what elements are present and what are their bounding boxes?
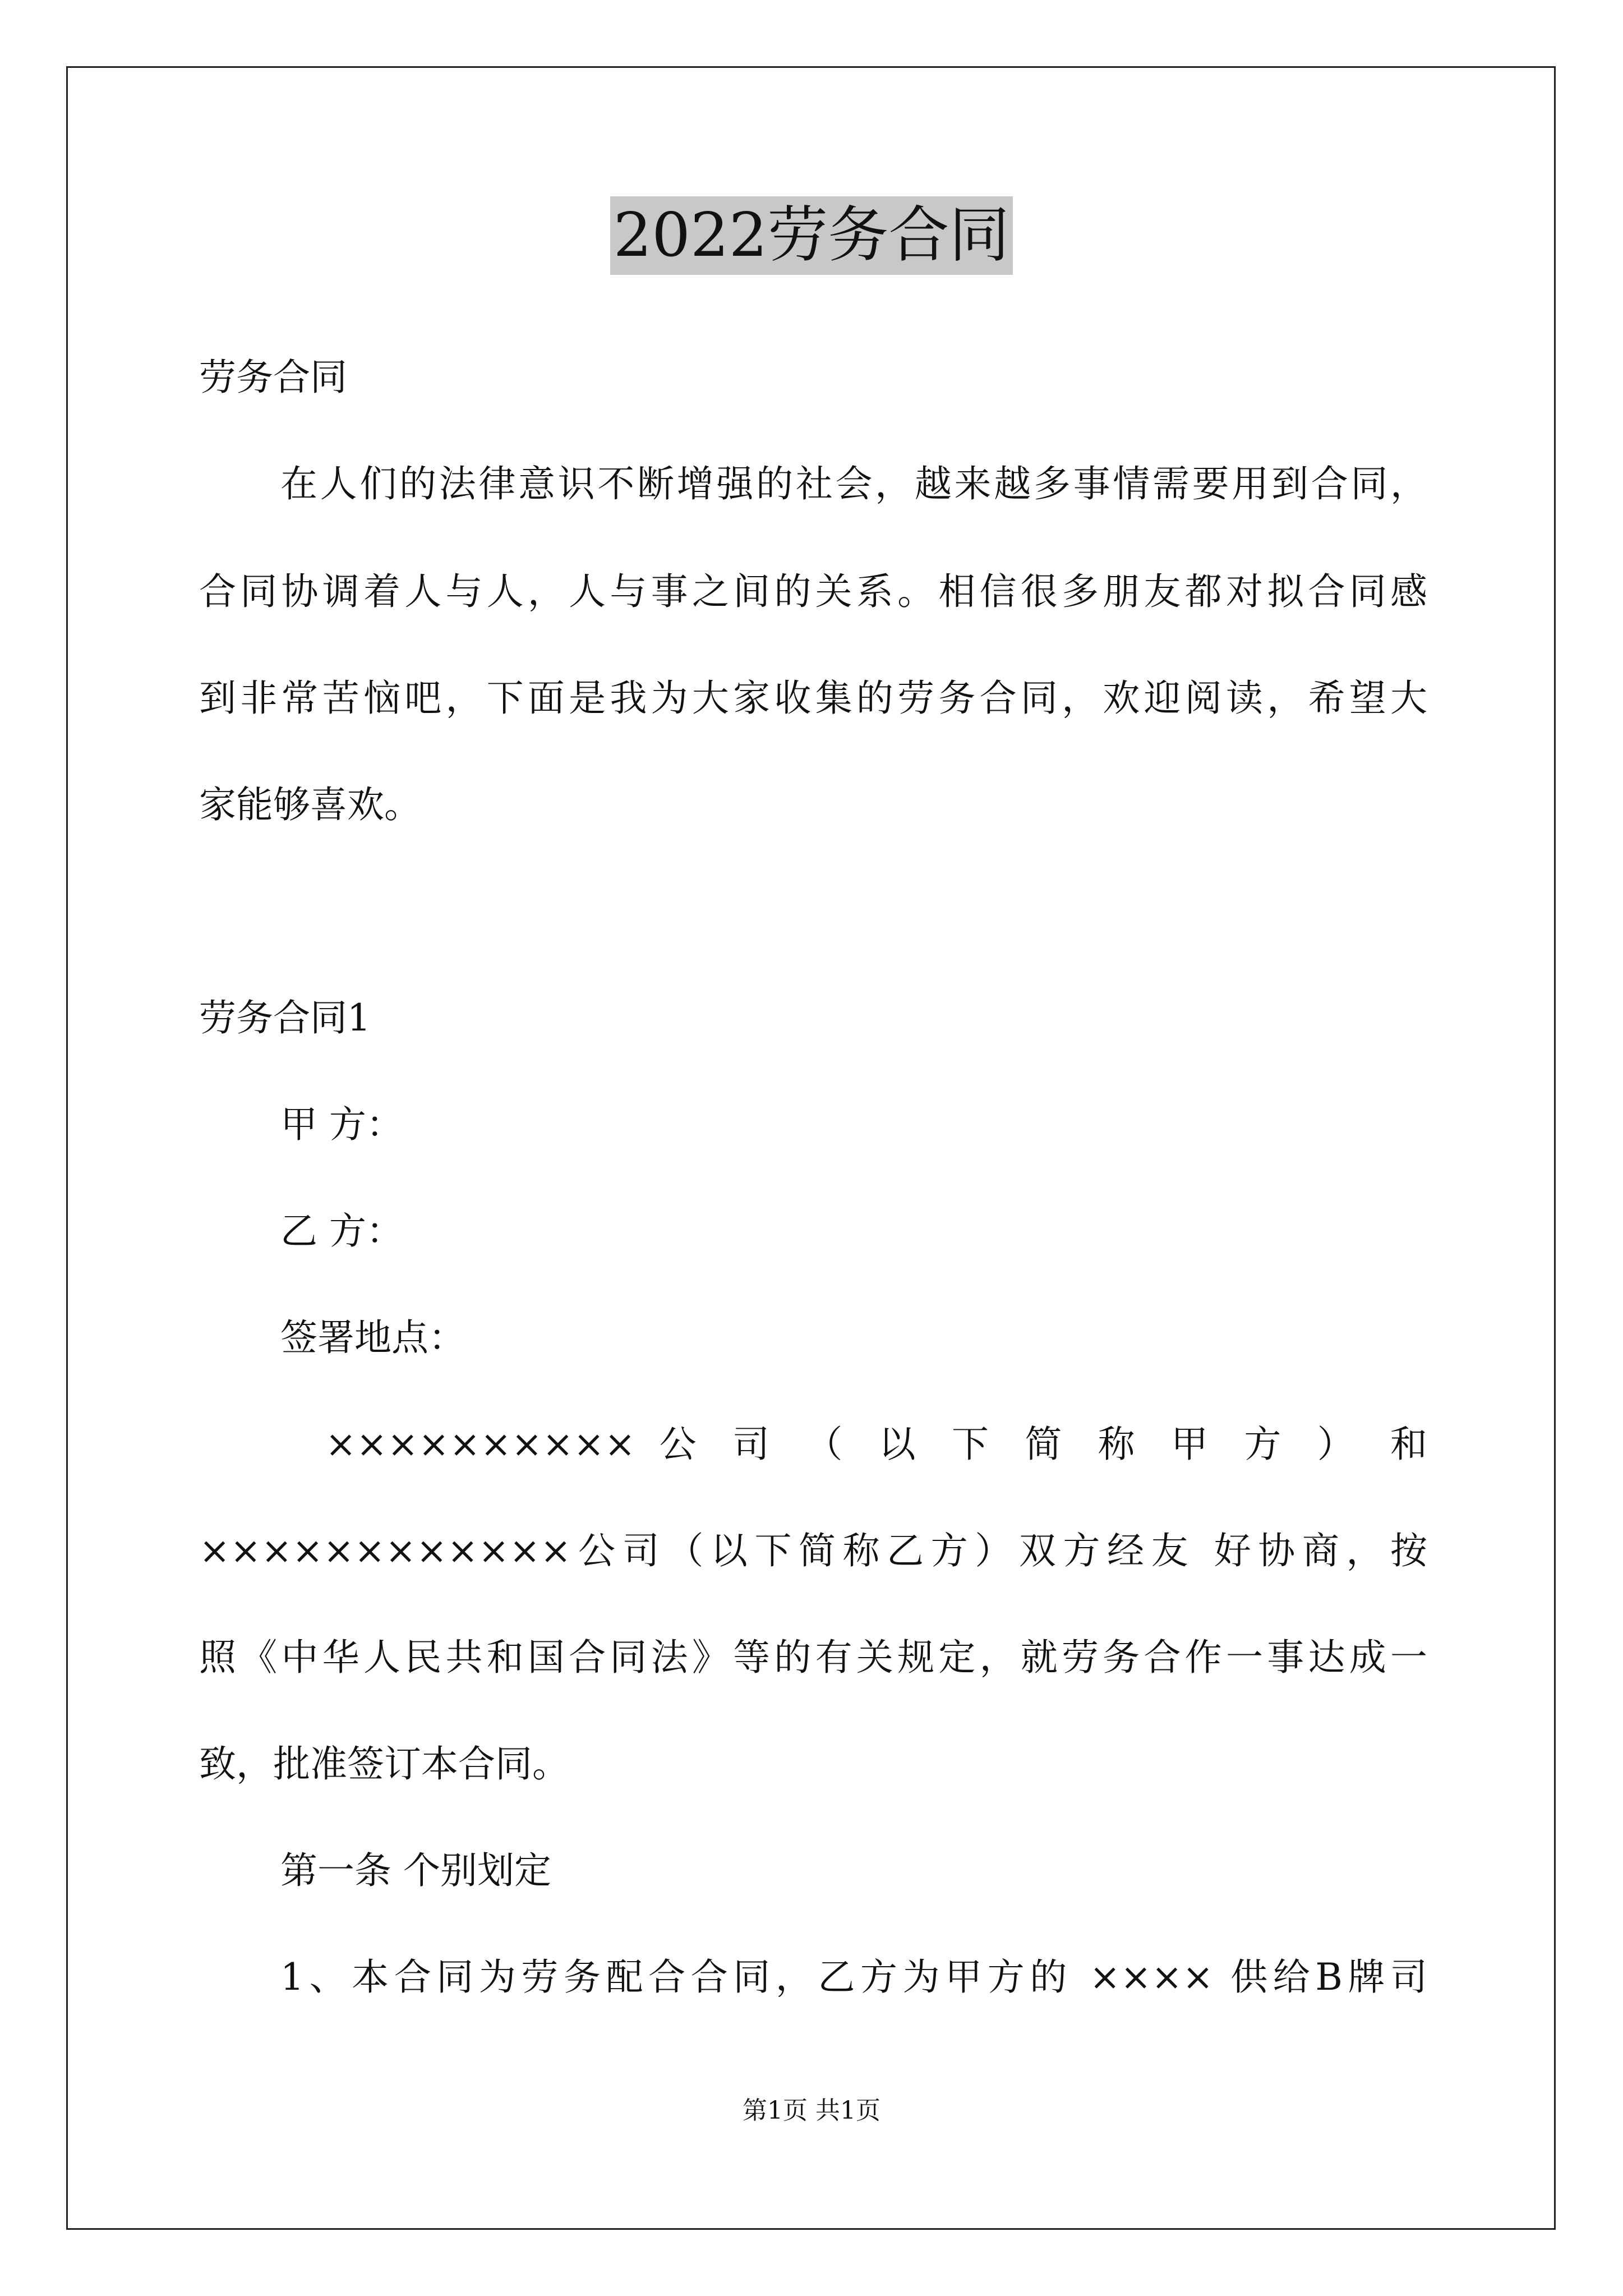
paragraph-line: 家能够喜欢。 [199, 783, 421, 826]
page-footer: 第1页 共1页 [743, 2096, 880, 2125]
party-a-label: 甲 方： [280, 1103, 403, 1146]
party-b-label: 乙 方： [280, 1209, 403, 1253]
paragraph-line: 致，批准签订本合同。 [199, 1742, 569, 1786]
signing-place-label: 签署地点： [280, 1316, 465, 1359]
paragraph-line: 在人们的法律意识不断增强的社会，越来越多事情需要用到合同， [280, 462, 1427, 505]
paragraph-line: 合同协调着人与人，人与事之间的关系。相信很多朋友都对拟合同感 [199, 570, 1427, 613]
paragraph-line: 1、本合同为劳务配合合同，乙方为甲方的 ×××× 供给B牌司 [280, 1955, 1427, 1999]
document-title: 2022劳务合同 [610, 196, 1013, 275]
article-heading: 第一条 个别划定 [280, 1849, 551, 1892]
paragraph-line: 照《中华人民共和国合同法》等的有关规定，就劳务合作一事达成一 [199, 1636, 1427, 1679]
paragraph-line: 到非常苦恼吧，下面是我为大家收集的劳务合同，欢迎阅读，希望大 [199, 677, 1427, 720]
paragraph-line: ×××××××××× 公 司 （ 以 下 简 称 甲 方 ） 和 [325, 1423, 1427, 1466]
document-title-wrap [0, 196, 1623, 275]
section-heading: 劳务合同 [199, 356, 347, 399]
paragraph-line: ××××××××××××公司（以下简称乙方）双方经友 好协商，按 [199, 1529, 1427, 1572]
contract-heading: 劳务合同1 [199, 996, 371, 1039]
